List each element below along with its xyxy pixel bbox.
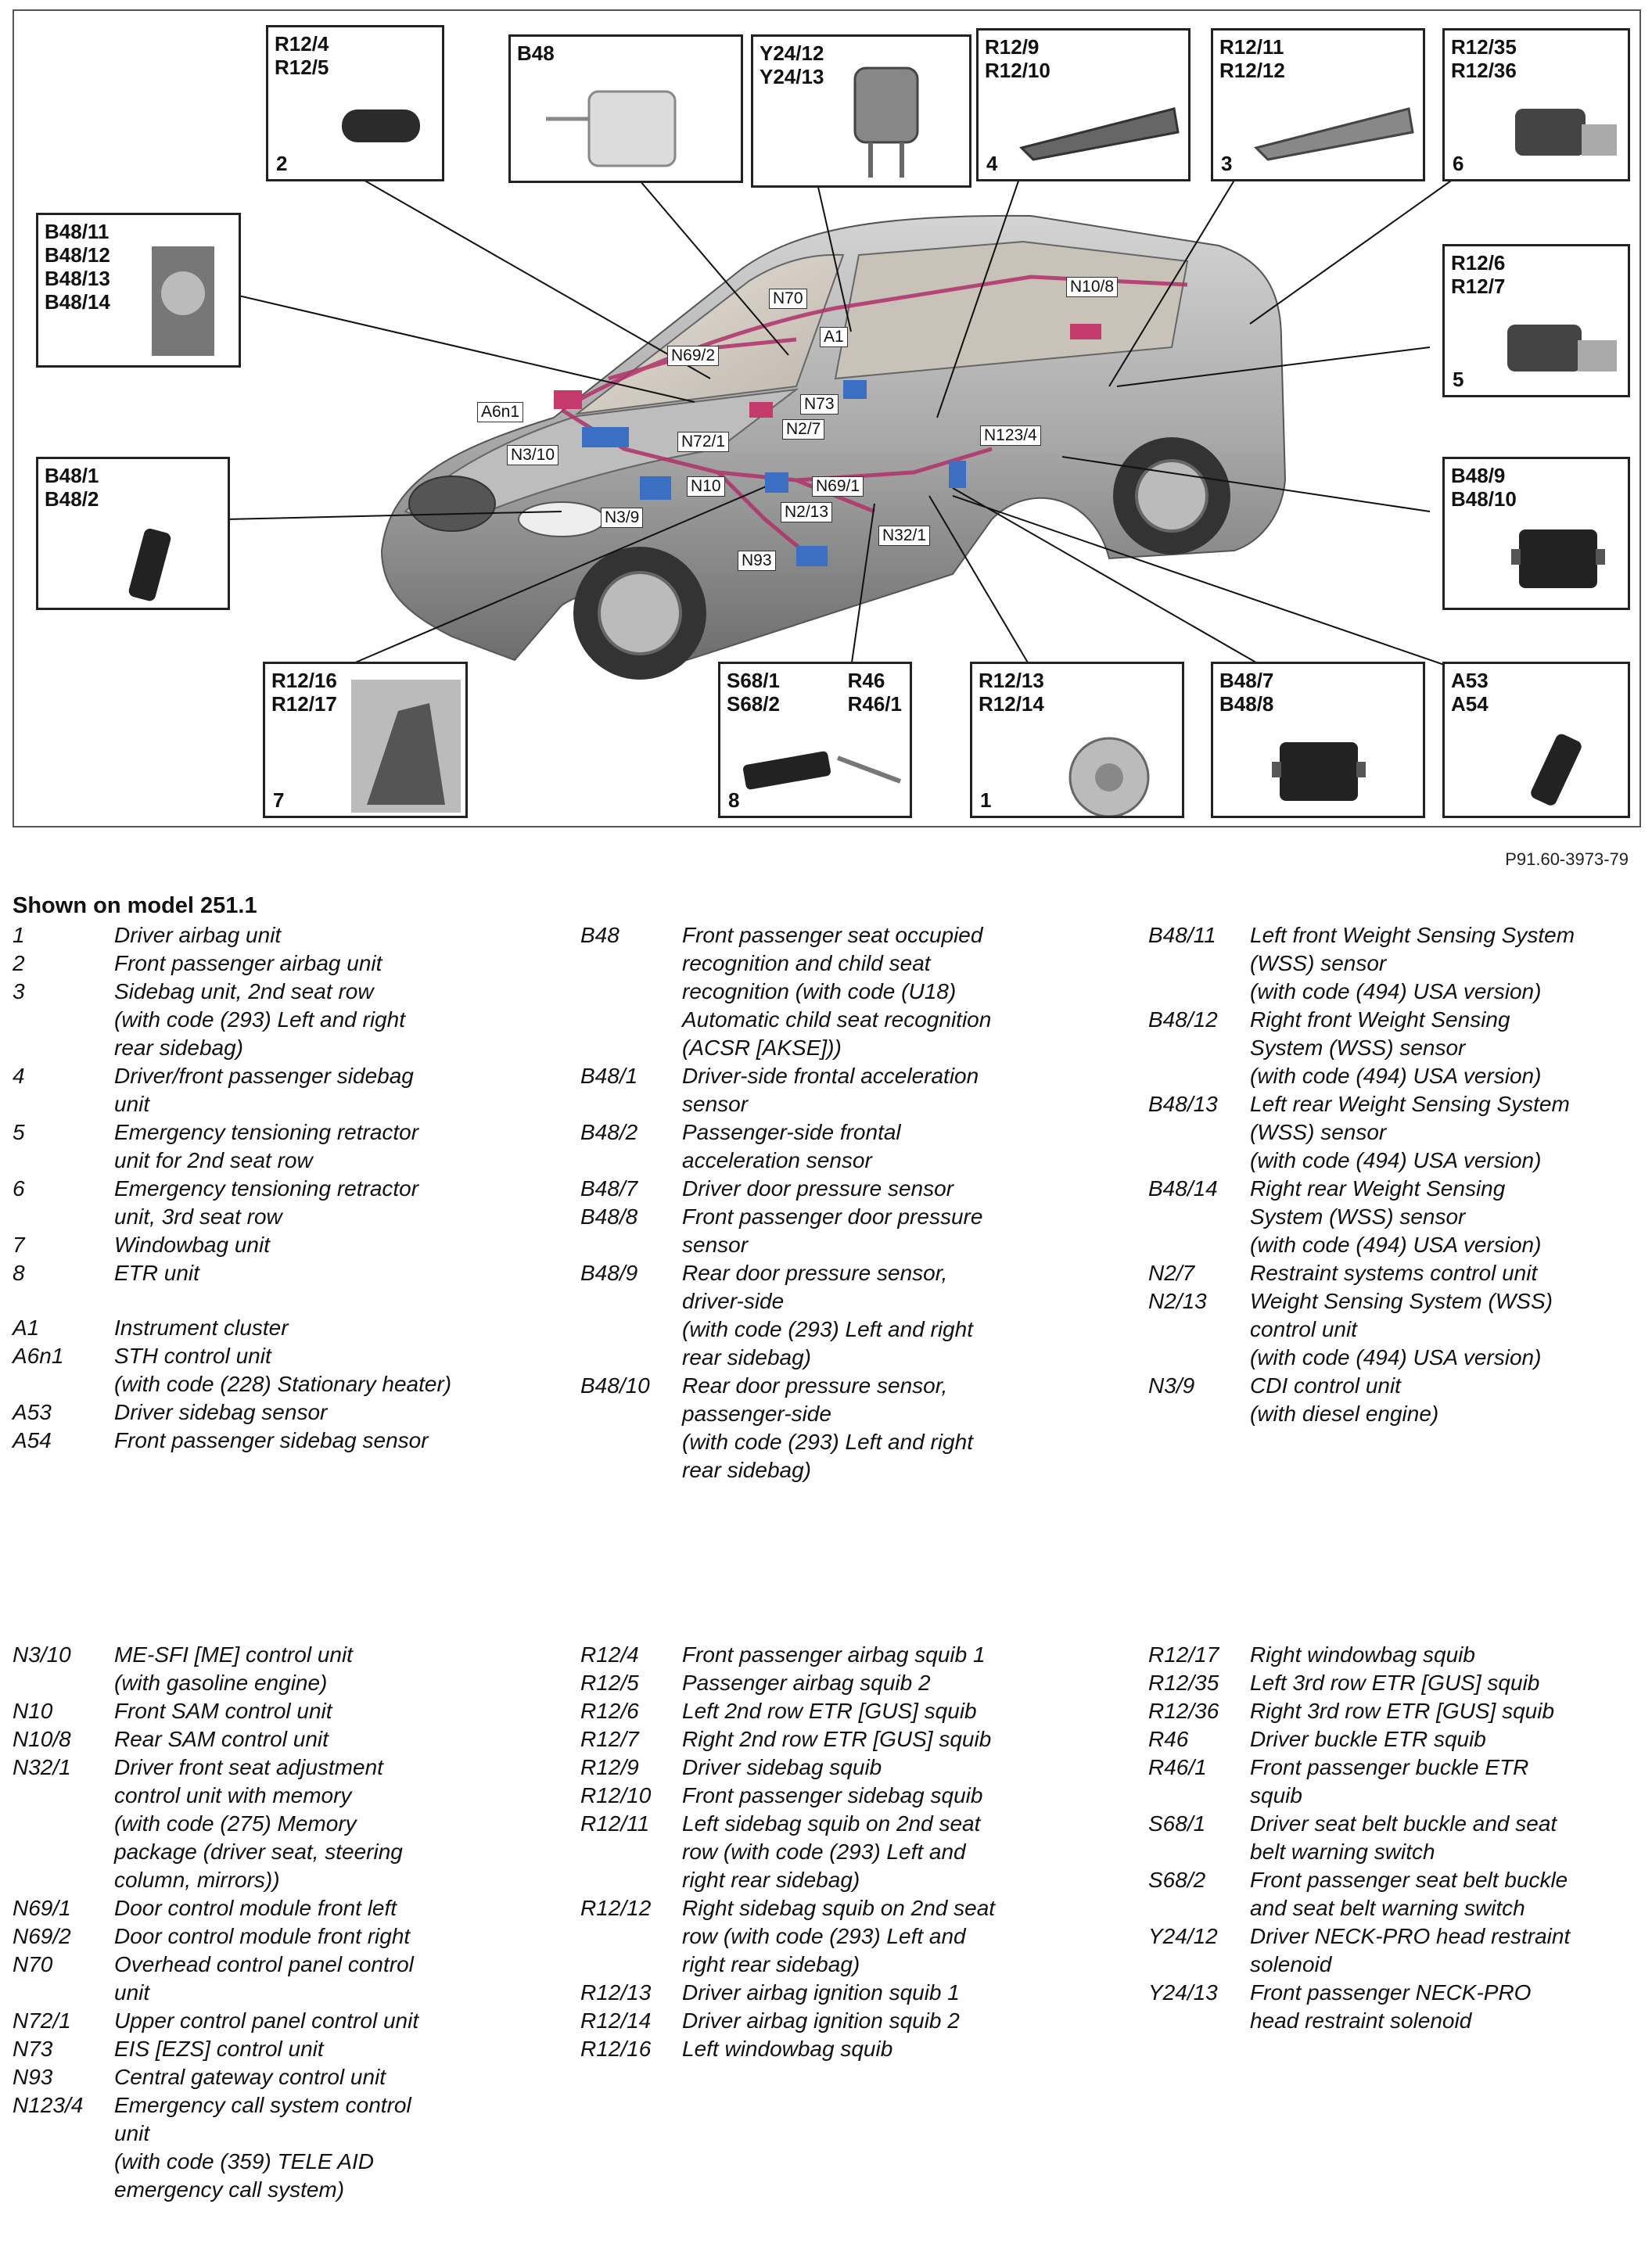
car-label: N93 bbox=[738, 551, 776, 571]
legend-description: Right 2nd row ETR [GUS] squib bbox=[682, 1727, 992, 1751]
legend-row bbox=[1148, 1175, 1652, 1259]
callout-r12-13 bbox=[970, 662, 1184, 818]
callout-r12-16 bbox=[263, 662, 468, 818]
callout-a53 bbox=[1442, 662, 1630, 818]
legend-code: Y24/13 bbox=[1148, 1980, 1218, 2005]
legend-description: Sidebag unit, 2nd seat row (with code (293) Left and right rear sidebag) bbox=[114, 979, 405, 1060]
callout-codes: R12/6 R12/7 bbox=[1451, 251, 1506, 298]
car-label: A1 bbox=[820, 327, 848, 347]
legend-row bbox=[580, 1810, 1097, 1894]
legend-code: R12/12 bbox=[580, 1896, 652, 1920]
callout-codes: B48/7 B48/8 bbox=[1219, 669, 1274, 716]
legend-description: Front passenger sidebag sensor bbox=[114, 1428, 429, 1452]
legend-description: Restraint systems control unit bbox=[1250, 1261, 1538, 1285]
legend-row bbox=[13, 1231, 529, 1259]
legend-code: R12/7 bbox=[580, 1727, 639, 1751]
legend-description: Overhead control panel control unit bbox=[114, 1952, 414, 2005]
legend-description: Right rear Weight Sensing System (WSS) sensor (with code (494) USA version) bbox=[1250, 1176, 1542, 1257]
legend-description: Instrument cluster bbox=[114, 1316, 289, 1340]
legend-code: 5 bbox=[13, 1120, 25, 1144]
legend-row bbox=[1148, 1753, 1652, 1810]
legend-description: Emergency tensioning retractor unit, 3rd seat row bbox=[114, 1176, 419, 1229]
legend-row bbox=[580, 1894, 1097, 1979]
car-label: N72/1 bbox=[677, 432, 729, 452]
legend-row bbox=[1148, 1810, 1652, 1866]
car-label: N69/2 bbox=[667, 346, 719, 366]
legend-description: Right sidebag squib on 2nd seat row (with code (293) Left and right rear sidebag) bbox=[682, 1896, 996, 1976]
legend-description: Front passenger seat belt buckle and seat belt warning switch bbox=[1250, 1868, 1568, 1920]
callout-codes: R12/16 R12/17 bbox=[271, 669, 337, 716]
legend-description: Front passenger airbag squib 1 bbox=[682, 1642, 986, 1667]
legend-description: Rear door pressure sensor, driver-side (with code (293) Left and right rear sidebag) bbox=[682, 1261, 973, 1369]
legend-description: Front passenger airbag unit bbox=[114, 951, 382, 975]
legend-code: S68/2 bbox=[1148, 1868, 1206, 1892]
legend-column-4 bbox=[13, 1641, 529, 2204]
legend-description: Door control module front right bbox=[114, 1924, 411, 1948]
legend-code: 6 bbox=[13, 1176, 25, 1201]
car-label: N10/8 bbox=[1066, 277, 1118, 297]
legend-row bbox=[580, 1118, 1097, 1175]
callout-number: 4 bbox=[986, 152, 998, 175]
legend-description: Left 3rd row ETR [GUS] squib bbox=[1250, 1671, 1540, 1695]
legend-column-1 bbox=[13, 921, 529, 1455]
legend-code: B48/9 bbox=[580, 1261, 638, 1285]
legend-row bbox=[13, 1641, 529, 1697]
legend-description: Driver/front passenger sidebag unit bbox=[114, 1064, 414, 1116]
legend-row bbox=[13, 1259, 529, 1287]
legend-code: 8 bbox=[13, 1261, 25, 1285]
legend-code: B48 bbox=[580, 923, 620, 947]
legend-description: Left windowbag squib bbox=[682, 2037, 893, 2061]
legend-row bbox=[580, 1697, 1097, 1725]
legend-code: B48/1 bbox=[580, 1064, 638, 1088]
callout-codes: B48/1 B48/2 bbox=[45, 464, 99, 511]
car-label: N2/13 bbox=[781, 502, 832, 522]
legend-description: Driver airbag ignition squib 2 bbox=[682, 2008, 960, 2033]
callout-codes: B48/11 B48/12 B48/13 B48/14 bbox=[45, 220, 110, 314]
legend-description: Front passenger NECK-PRO head restraint solenoid bbox=[1250, 1980, 1532, 2033]
legend-row bbox=[580, 1372, 1097, 1484]
legend-code: N72/1 bbox=[13, 2008, 71, 2033]
legend-row bbox=[13, 2035, 529, 2063]
component-location-figure bbox=[13, 9, 1641, 827]
legend-row bbox=[1148, 1922, 1652, 1979]
legend-column-3 bbox=[1148, 921, 1652, 1428]
legend-description: Driver airbag ignition squib 1 bbox=[682, 1980, 960, 2005]
legend-row bbox=[13, 1951, 529, 2007]
legend-row bbox=[580, 1175, 1097, 1203]
legend-code: N70 bbox=[13, 1952, 53, 1976]
callout-s68 bbox=[718, 662, 912, 818]
legend-code: N73 bbox=[13, 2037, 53, 2061]
legend-row bbox=[13, 1118, 529, 1175]
legend-row bbox=[580, 1725, 1097, 1753]
legend-description: Windowbag unit bbox=[114, 1233, 270, 1257]
legend-row bbox=[580, 1203, 1097, 1259]
legend-code: B48/14 bbox=[1148, 1176, 1218, 1201]
callout-b48-11 bbox=[36, 213, 241, 368]
callout-r12-4 bbox=[266, 25, 444, 181]
legend-description: Right 3rd row ETR [GUS] squib bbox=[1250, 1699, 1555, 1723]
legend-description: Upper control panel control unit bbox=[114, 2008, 419, 2033]
legend-code: N69/1 bbox=[13, 1896, 71, 1920]
legend-description: Front SAM control unit bbox=[114, 1699, 332, 1723]
callout-number: 3 bbox=[1221, 152, 1233, 175]
legend-row bbox=[13, 2063, 529, 2091]
car-label: N3/10 bbox=[507, 445, 558, 465]
legend-description: Left front Weight Sensing System (WSS) sensor (with code (494) USA version) bbox=[1250, 923, 1575, 1003]
legend-description: Left 2nd row ETR [GUS] squib bbox=[682, 1699, 977, 1723]
legend-code: N10 bbox=[13, 1699, 53, 1723]
legend-description: Driver airbag unit bbox=[114, 923, 282, 947]
legend-row bbox=[1148, 1287, 1652, 1372]
callout-b48-1 bbox=[36, 457, 230, 610]
legend-description: EIS [EZS] control unit bbox=[114, 2037, 324, 2061]
legend-description: Driver NECK-PRO head restraint solenoid bbox=[1250, 1924, 1571, 1976]
legend-code: R12/10 bbox=[580, 1783, 652, 1807]
legend-code: A6n1 bbox=[13, 1344, 64, 1368]
legend-row bbox=[1148, 921, 1652, 1006]
callout-number: 2 bbox=[276, 152, 288, 175]
callout-b48 bbox=[508, 34, 743, 183]
legend-description: Driver-side frontal acceleration sensor bbox=[682, 1064, 979, 1116]
callout-codes: R12/13 R12/14 bbox=[979, 669, 1044, 716]
callout-b48-9 bbox=[1442, 457, 1630, 610]
figure-reference: P91.60-3973-79 bbox=[1505, 849, 1629, 869]
legend-description: Right front Weight Sensing System (WSS) sensor (with code (494) USA version) bbox=[1250, 1007, 1542, 1088]
legend-code: R12/14 bbox=[580, 2008, 652, 2033]
legend-description: Driver sidebag squib bbox=[682, 1755, 882, 1779]
legend-code: N3/10 bbox=[13, 1642, 71, 1667]
callout-r12-11 bbox=[1211, 28, 1425, 181]
car-label: N3/9 bbox=[601, 508, 643, 528]
legend-row bbox=[13, 1175, 529, 1231]
callout-codes-secondary: R46 R46/1 bbox=[847, 669, 902, 716]
legend-description: Front passenger seat occupied recognition and child seat recognition (with code (U18) Automatic child seat recognition (ACSR [AKSE])) bbox=[682, 923, 992, 1060]
callout-y24 bbox=[751, 34, 971, 188]
legend-code: R12/13 bbox=[580, 1980, 652, 2005]
legend-description: Passenger airbag squib 2 bbox=[682, 1671, 931, 1695]
car-label: N123/4 bbox=[980, 425, 1041, 446]
legend-code: 7 bbox=[13, 1233, 25, 1257]
legend-row bbox=[1148, 1259, 1652, 1287]
legend-code: N69/2 bbox=[13, 1924, 71, 1948]
legend-code: Y24/12 bbox=[1148, 1924, 1218, 1948]
callout-codes: R12/11 R12/12 bbox=[1219, 35, 1285, 82]
callout-codes: S68/1 S68/2 bbox=[727, 669, 780, 716]
grille bbox=[409, 476, 495, 531]
legend-code: N10/8 bbox=[13, 1727, 71, 1751]
callout-codes: A53 A54 bbox=[1451, 669, 1489, 716]
legend-description: Driver buckle ETR squib bbox=[1250, 1727, 1486, 1751]
legend-code: B48/10 bbox=[580, 1373, 650, 1398]
legend-description: Emergency call system control unit (with code (359) TELE AID emergency call system) bbox=[114, 2093, 411, 2202]
legend-column-6 bbox=[1148, 1641, 1652, 2035]
legend-code: A54 bbox=[13, 1428, 52, 1452]
legend-description: Driver seat belt buckle and seat belt warning switch bbox=[1250, 1811, 1557, 1864]
legend-row bbox=[1148, 1866, 1652, 1922]
legend-row bbox=[1148, 1669, 1652, 1697]
legend-row bbox=[1148, 1725, 1652, 1753]
legend-row bbox=[13, 1314, 529, 1342]
legend-code: 2 bbox=[13, 951, 25, 975]
legend-code: B48/8 bbox=[580, 1204, 638, 1229]
legend-code: R12/35 bbox=[1148, 1671, 1219, 1695]
legend-row bbox=[580, 1259, 1097, 1372]
callout-codes: R12/4 R12/5 bbox=[275, 32, 329, 79]
legend-code: A53 bbox=[13, 1400, 52, 1424]
legend-code: B48/13 bbox=[1148, 1092, 1218, 1116]
legend-description: Rear door pressure sensor, passenger-side (with code (293) Left and right rear sidebag) bbox=[682, 1373, 973, 1482]
callout-b48-7 bbox=[1211, 662, 1425, 818]
legend-code: N2/13 bbox=[1148, 1289, 1207, 1313]
legend-row bbox=[1148, 1697, 1652, 1725]
legend-code: R12/17 bbox=[1148, 1642, 1219, 1667]
legend-description: STH control unit (with code (228) Stationary heater) bbox=[114, 1344, 452, 1396]
legend-code: R12/9 bbox=[580, 1755, 639, 1779]
legend-column-5 bbox=[580, 1641, 1097, 2063]
legend-row bbox=[13, 1697, 529, 1725]
legend-description: Left sidebag squib on 2nd seat row (with code (293) Left and right rear sidebag) bbox=[682, 1811, 981, 1892]
callout-number: 6 bbox=[1453, 152, 1464, 175]
legend-row bbox=[580, 1979, 1097, 2007]
legend-row bbox=[13, 1398, 529, 1427]
legend-code: 4 bbox=[13, 1064, 25, 1088]
car-label: N69/1 bbox=[812, 476, 864, 497]
legend-row bbox=[13, 949, 529, 978]
legend-row bbox=[1148, 1006, 1652, 1090]
legend-code: 3 bbox=[13, 979, 25, 1003]
legend-description: Driver door pressure sensor bbox=[682, 1176, 954, 1201]
legend-row bbox=[13, 2091, 529, 2204]
callout-codes: B48/9 B48/10 bbox=[1451, 464, 1517, 511]
legend-code: B48/12 bbox=[1148, 1007, 1218, 1032]
callout-codes: Y24/12 Y24/13 bbox=[760, 41, 824, 88]
legend-row bbox=[1148, 1641, 1652, 1669]
car-label: N32/1 bbox=[878, 526, 930, 546]
legend-code: N2/7 bbox=[1148, 1261, 1195, 1285]
legend-description: Driver sidebag sensor bbox=[114, 1400, 328, 1424]
callout-number: 8 bbox=[728, 788, 740, 812]
legend-row bbox=[13, 1753, 529, 1894]
legend-code: R46/1 bbox=[1148, 1755, 1207, 1779]
legend-row bbox=[580, 2007, 1097, 2035]
legend-code: 1 bbox=[13, 923, 25, 947]
legend-row bbox=[1148, 1372, 1652, 1428]
legend-code: N32/1 bbox=[13, 1755, 71, 1779]
callout-number: 5 bbox=[1453, 368, 1464, 391]
legend-description: Central gateway control unit bbox=[114, 2065, 386, 2089]
legend-code: B48/7 bbox=[580, 1176, 638, 1201]
legend-description: Front passenger sidebag squib bbox=[682, 1783, 983, 1807]
legend-row bbox=[580, 1782, 1097, 1810]
legend-code: R12/16 bbox=[580, 2037, 652, 2061]
legend-code: R12/11 bbox=[580, 1811, 650, 1836]
callout-codes: B48 bbox=[517, 41, 555, 65]
legend-column-2 bbox=[580, 921, 1097, 1484]
legend-row bbox=[13, 1922, 529, 1951]
callout-codes: R12/9 R12/10 bbox=[985, 35, 1050, 82]
legend-code: R12/4 bbox=[580, 1642, 639, 1667]
legend-code: B48/11 bbox=[1148, 923, 1216, 947]
legend-row bbox=[13, 921, 529, 949]
legend-code: N3/9 bbox=[1148, 1373, 1195, 1398]
callout-number: 1 bbox=[980, 788, 992, 812]
legend-code: R12/5 bbox=[580, 1671, 639, 1695]
legend-description: Front passenger door pressure sensor bbox=[682, 1204, 983, 1257]
legend-description: ME-SFI [ME] control unit (with gasoline engine) bbox=[114, 1642, 353, 1695]
legend-description: Weight Sensing System (WSS) control unit (with code (494) USA version) bbox=[1250, 1289, 1553, 1369]
headlight bbox=[519, 502, 605, 537]
legend-code: B48/2 bbox=[580, 1120, 638, 1144]
legend-code: R12/6 bbox=[580, 1699, 639, 1723]
legend-row bbox=[13, 1342, 529, 1398]
car-label: N70 bbox=[769, 289, 807, 309]
car-label: A6n1 bbox=[477, 402, 523, 422]
legend-code: R46 bbox=[1148, 1727, 1189, 1751]
callout-codes: R12/35 R12/36 bbox=[1451, 35, 1517, 82]
legend-row bbox=[580, 1641, 1097, 1669]
legend-code: S68/1 bbox=[1148, 1811, 1206, 1836]
legend-row bbox=[13, 2007, 529, 2035]
legend-row bbox=[1148, 1979, 1652, 2035]
legend-row bbox=[1148, 1090, 1652, 1175]
legend-description: Right windowbag squib bbox=[1250, 1642, 1475, 1667]
car-label: N2/7 bbox=[782, 419, 824, 440]
legend-description: Door control module front left bbox=[114, 1896, 397, 1920]
legend-description: Emergency tensioning retractor unit for 2nd seat row bbox=[114, 1120, 419, 1172]
legend-code: R12/36 bbox=[1148, 1699, 1219, 1723]
legend-title: Shown on model 251.1 bbox=[13, 893, 257, 918]
legend-description: Driver front seat adjustment control unit with memory (with code (275) Memory package (driver seat, steering column, mirrors)) bbox=[114, 1755, 403, 1892]
legend-description: Passenger-side frontal acceleration sensor bbox=[682, 1120, 901, 1172]
legend-row bbox=[13, 1062, 529, 1118]
legend-description: ETR unit bbox=[114, 1261, 199, 1285]
car-label: N73 bbox=[800, 394, 839, 415]
legend-code: N93 bbox=[13, 2065, 53, 2089]
legend-row bbox=[13, 1725, 529, 1753]
legend-row bbox=[13, 1427, 529, 1455]
legend-row bbox=[580, 1669, 1097, 1697]
car-label: N10 bbox=[687, 476, 725, 497]
legend-description: Front passenger buckle ETR squib bbox=[1250, 1755, 1529, 1807]
legend-row bbox=[580, 921, 1097, 1062]
legend-description: Left rear Weight Sensing System (WSS) sensor (with code (494) USA version) bbox=[1250, 1092, 1570, 1172]
legend-code: N123/4 bbox=[13, 2093, 84, 2117]
legend-row bbox=[580, 2035, 1097, 2063]
callout-r12-6 bbox=[1442, 244, 1630, 397]
legend-code: A1 bbox=[13, 1316, 40, 1340]
legend-row bbox=[580, 1753, 1097, 1782]
legend-row bbox=[13, 978, 529, 1062]
legend-description: Rear SAM control unit bbox=[114, 1727, 329, 1751]
legend-description: CDI control unit (with diesel engine) bbox=[1250, 1373, 1439, 1426]
legend-row bbox=[580, 1062, 1097, 1118]
legend-row bbox=[13, 1894, 529, 1922]
callout-r12-35 bbox=[1442, 28, 1630, 181]
callout-number: 7 bbox=[273, 788, 285, 812]
callout-r12-9 bbox=[976, 28, 1191, 181]
